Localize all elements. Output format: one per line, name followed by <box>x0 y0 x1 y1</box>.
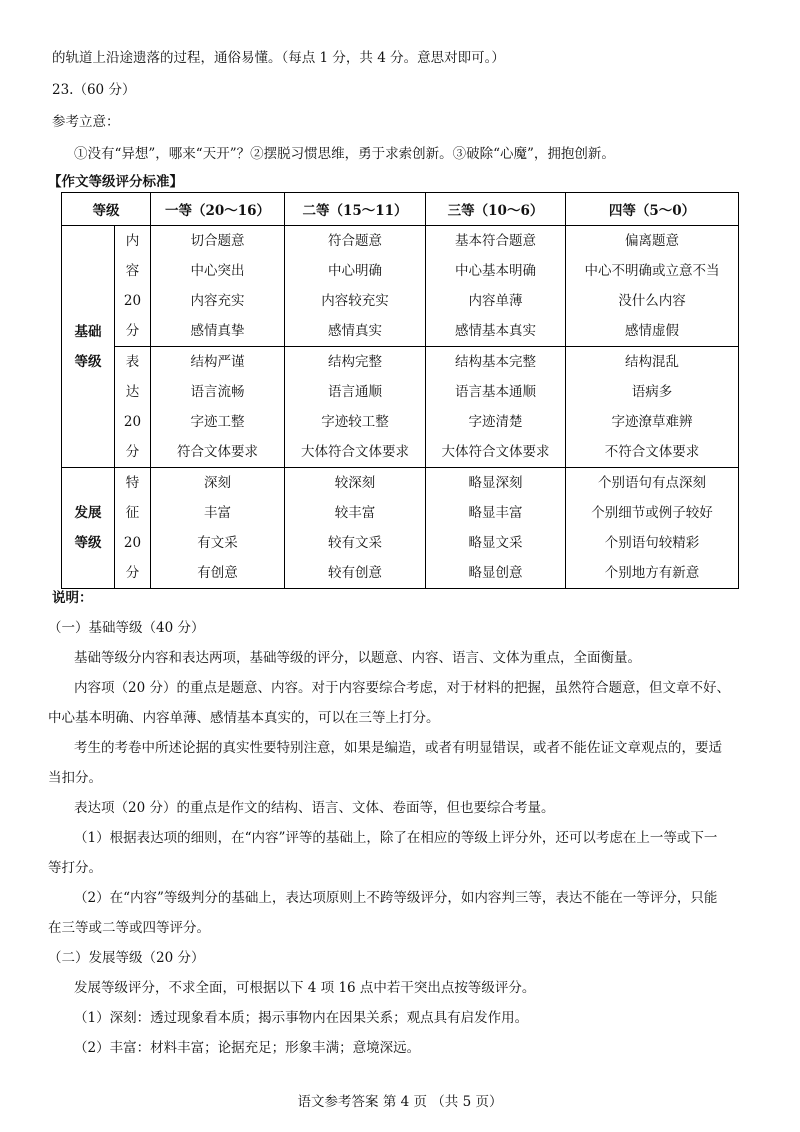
expression-third-cell: 结构基本完整 语言基本通顺 字迹清楚 大体符合文体要求 <box>426 347 566 468</box>
content-fourth-cell: 偏离题意 中心不明确或立意不当 没什么内容 感情虚假 <box>566 226 739 347</box>
feature-sub-label: 特 征 20 分 <box>115 468 151 589</box>
feature-first-cell: 深刻 丰富 有文采 有创意 <box>151 468 285 589</box>
table-title: 【作文等级评分标准】 <box>48 174 183 190</box>
section-basic-title: （一）基础等级（40 分） <box>48 620 205 636</box>
table-header-row <box>62 193 739 226</box>
header-fourth: 四等（5～0） <box>566 193 739 226</box>
table-row-development <box>62 468 739 589</box>
content-sub-label: 内 容 20 分 <box>115 226 151 347</box>
previous-answer-tail: 的轨道上沿途遗落的过程，通俗易懂。（每点 1 分，共 4 分。意思对即可。） <box>52 50 505 66</box>
development-paragraph-3: （2）丰富：材料丰富；论据充足；形象丰满；意境深远。 <box>74 1040 421 1056</box>
table-row-content <box>62 226 739 347</box>
basic-paragraph-3a: 考生的考卷中所述论据的真实性要特别注意，如果是编造，或者有明显错误，或者不能佐证文章观点的，要适 <box>74 740 722 756</box>
header-second: 二等（15～11） <box>285 193 426 226</box>
header-first: 一等（20～16） <box>151 193 285 226</box>
expression-first-cell: 结构严谨 语言流畅 字迹工整 符合文体要求 <box>151 347 285 468</box>
content-first-cell: 切合题意 中心突出 内容充实 感情真挚 <box>151 226 285 347</box>
content-third-cell: 基本符合题意 中心基本明确 内容单薄 感情基本真实 <box>426 226 566 347</box>
expression-sub-label: 表 达 20 分 <box>115 347 151 468</box>
development-paragraph-2: （1）深刻：透过现象看本质；揭示事物内在因果关系；观点具有启发作用。 <box>74 1010 529 1026</box>
table-row-expression <box>62 347 739 468</box>
expression-second-cell: 结构完整 语言通顺 字迹较工整 大体符合文体要求 <box>285 347 426 468</box>
header-grade: 等级 <box>62 193 151 226</box>
basic-paragraph-5a: （1）根据表达项的细则，在“内容”评等的基础上，除了在相应的等级上评分外，还可以考虑在上一等或下一 <box>74 830 718 846</box>
basic-paragraph-6b: 在三等或二等或四等评分。 <box>48 920 210 936</box>
reference-points: ①没有“异想”，哪来“天开”？②摆脱习惯思维，勇于求索创新。③破除“心魔”，拥抱创新。 <box>74 146 615 162</box>
basic-paragraph-2a: 内容项（20 分）的重点是题意、内容。对于内容要综合考虑，对于材料的把握，虽然符合题意，但文章不好、 <box>74 680 730 696</box>
content-second-cell: 符合题意 中心明确 内容较充实 感情真实 <box>285 226 426 347</box>
feature-fourth-cell: 个别语句有点深刻 个别细节或例子较好 个别语句较精彩 个别地方有新意 <box>566 468 739 589</box>
expression-fourth-cell: 结构混乱 语病多 字迹潦草难辨 不符合文体要求 <box>566 347 739 468</box>
header-third: 三等（10～6） <box>426 193 566 226</box>
question-number: 23.（60 分） <box>52 82 136 98</box>
feature-second-cell: 较深刻 较丰富 较有文采 较有创意 <box>285 468 426 589</box>
basic-paragraph-3b: 当扣分。 <box>48 770 102 786</box>
notes-label: 说明： <box>52 590 93 606</box>
basic-paragraph-1: 基础等级分内容和表达两项，基础等级的评分，以题意、内容、语言、文体为重点，全面衡量。 <box>74 650 641 666</box>
basic-level-label: 基础等级 <box>62 226 115 468</box>
grading-table <box>61 192 739 589</box>
development-paragraph-1: 发展等级评分，不求全面，可根据以下 4 项 16 点中若干突出点按等级评分。 <box>74 980 536 996</box>
basic-paragraph-4: 表达项（20 分）的重点是作文的结构、语言、文体、卷面等，但也要综合考量。 <box>74 800 555 816</box>
feature-third-cell: 略显深刻 略显丰富 略显文采 略显创意 <box>426 468 566 589</box>
page-footer: 语文参考答案 第 4 页 （共 5 页） <box>297 1094 503 1110</box>
development-level-label: 发展等级 <box>62 468 115 589</box>
basic-paragraph-6a: （2）在“内容”等级判分的基础上，表达项原则上不跨等级评分，如内容判三等，表达不能在一等评分，只能 <box>74 890 718 906</box>
section-development-title: （二）发展等级（20 分） <box>48 950 205 966</box>
reference-label: 参考立意： <box>52 114 120 130</box>
basic-paragraph-5b: 等打分。 <box>48 860 102 876</box>
basic-paragraph-2b: 中心基本明确、内容单薄、感情基本真实的，可以在三等上打分。 <box>48 710 440 726</box>
